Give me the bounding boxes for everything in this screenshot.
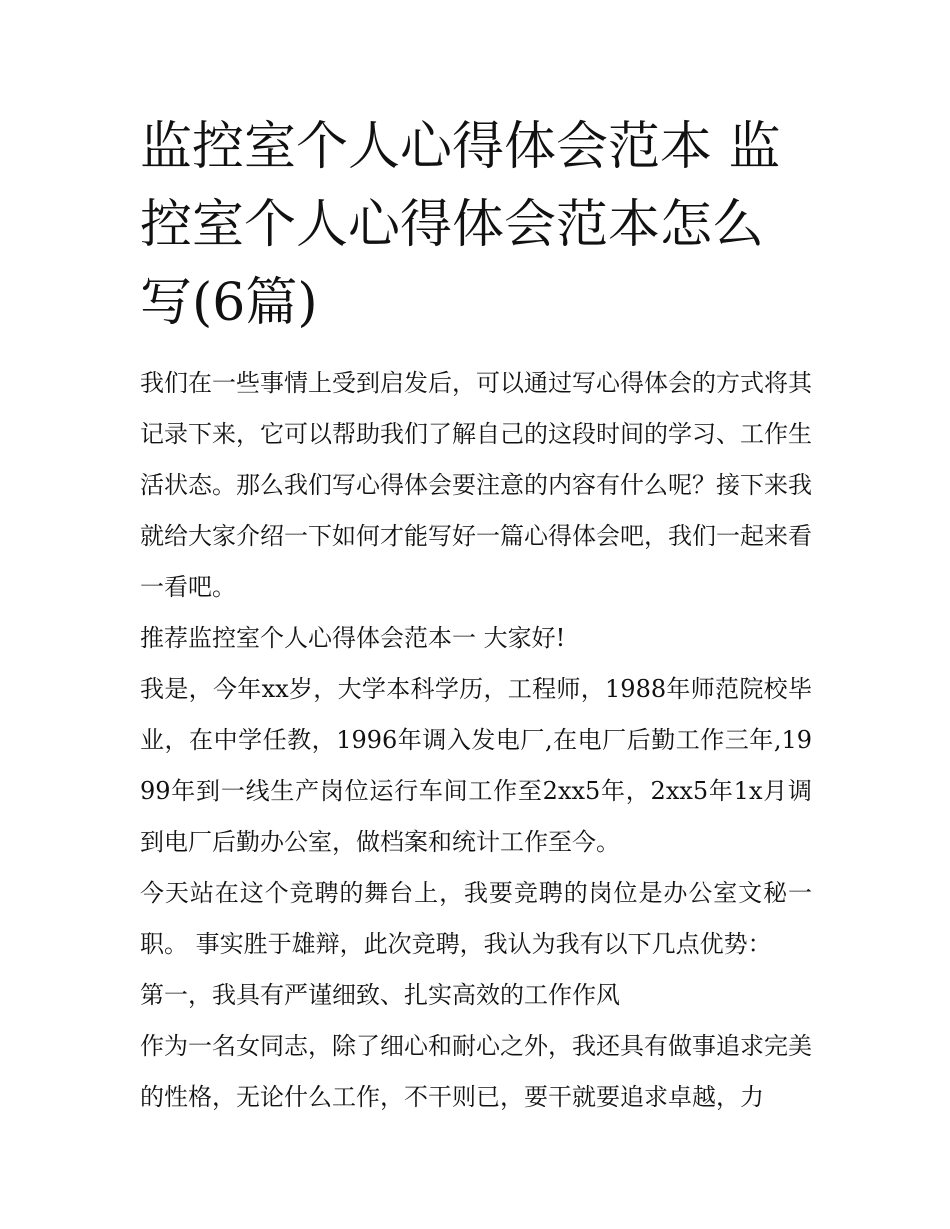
paragraph-position: 今天站在这个竞聘的舞台上，我要竞聘的岗位是办公室文秘一职。 事实胜于雄辩，此次竞聘，我认为我有以下几点优势：: [140, 879, 812, 958]
document-page: [140, 108, 812, 1123]
paragraph-intro: 我们在一些事情上受到启发后，可以通过写心得体会的方式将其记录下来，它可以帮助我们了解自己的这段时间的学习、工作生活状态。那么我们写心得体会要注意的内容有什么呢？接下来我就给大家介绍一下如何才能写好一篇心得体会吧，我们一起来看一看吧。: [140, 369, 812, 601]
document-title: 监控室个人心得体会范本 监控室个人心得体会范本怎么写(6篇): [140, 117, 781, 333]
paragraph-greeting: 推荐监控室个人心得体会范本一 大家好!: [140, 624, 566, 652]
paragraph-first-point-detail: 作为一名女同志，除了细心和耐心之外，我还具有做事追求完美的性格，无论什么工作，不干则已，要干就要追求卓越，力: [140, 1032, 812, 1111]
document-body: [140, 358, 812, 1123]
paragraph-first-point: 第一，我具有严谨细致、扎实高效的工作作风: [140, 981, 620, 1009]
paragraph-self-introduction: 我是，今年xx岁，大学本科学历，工程师，1988年师范院校毕业，在中学任教，1996年调入发电厂,在电厂后勤工作三年,1999年到一线生产岗位运行车间工作至2xx5年，2xx5年1x月调到电厂后勤办公室，做档案和统计工作至今。: [140, 675, 812, 856]
